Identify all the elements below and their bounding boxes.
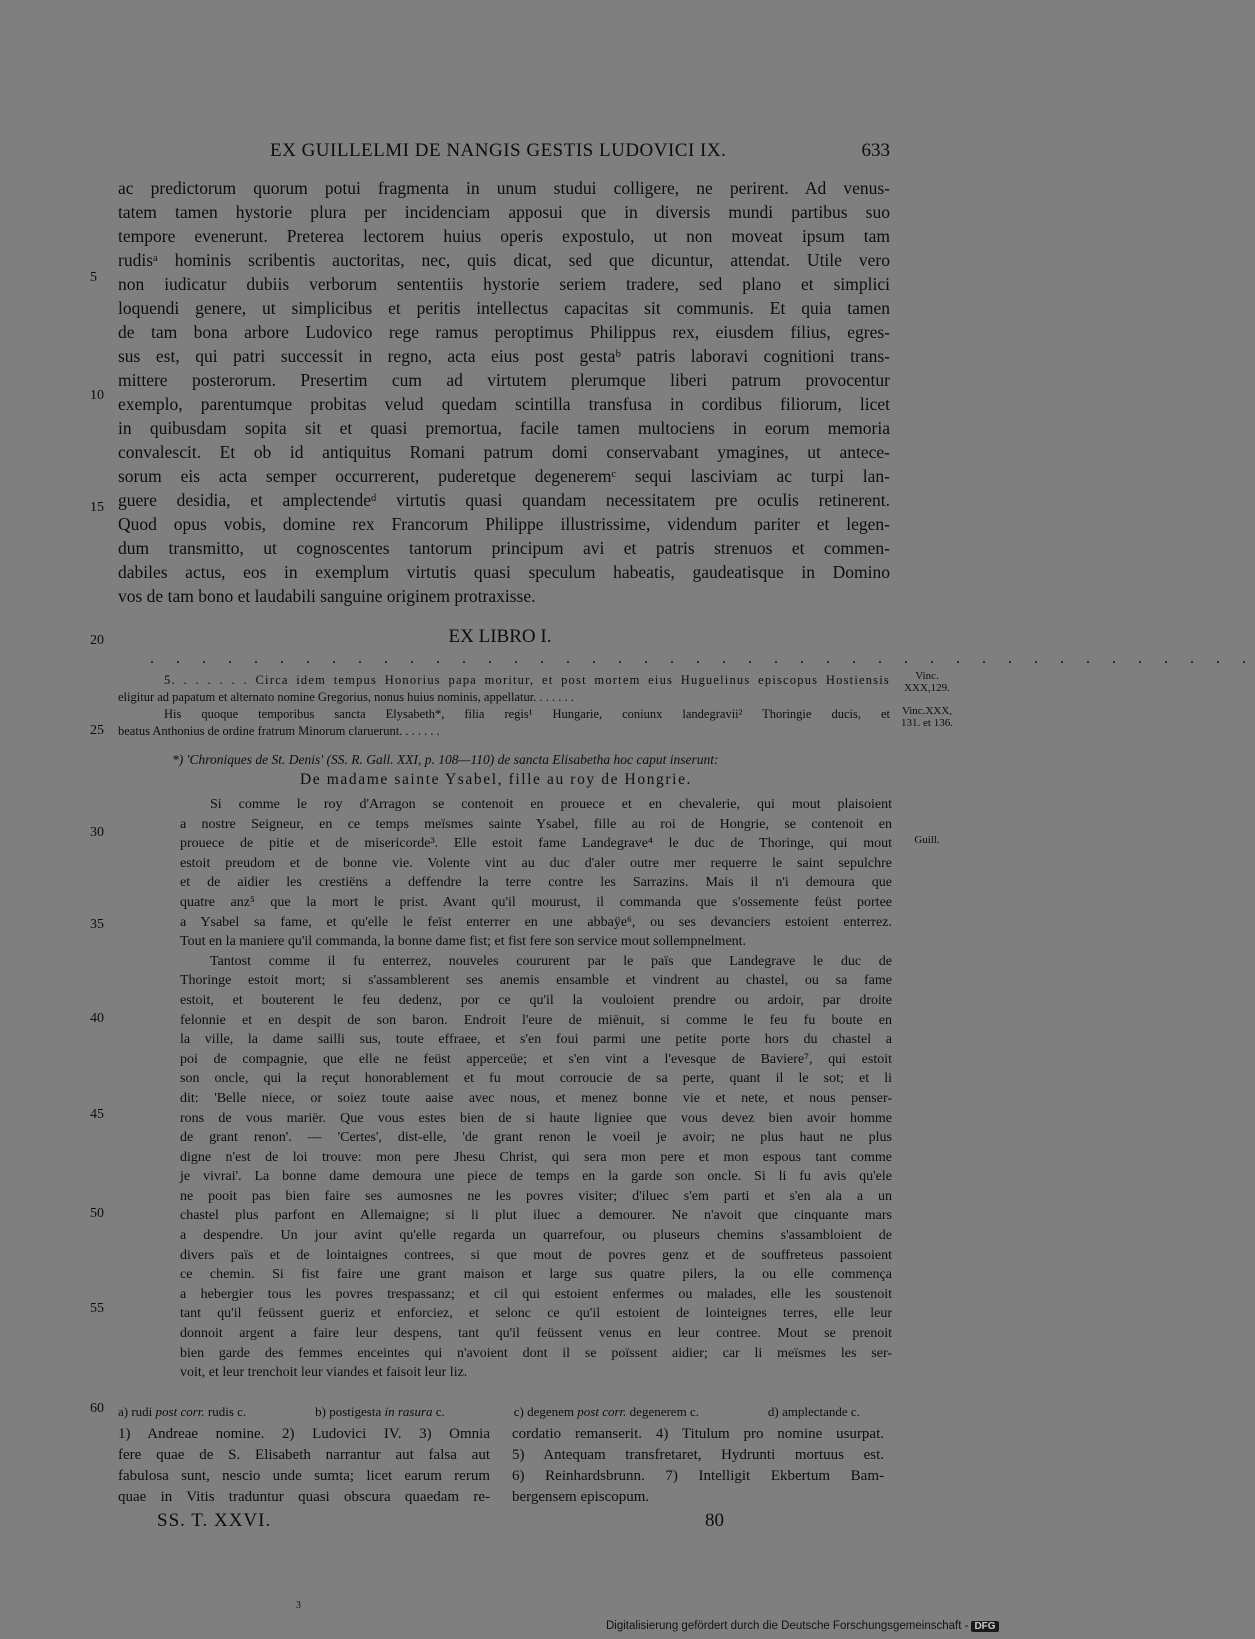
french-text-line: donnoit argent a faire leur despens, tant qu'il feüssent venus en leur contree. Mout se prenoit bbox=[180, 1326, 892, 1342]
french-chapter-title: De madame sainte Ysabel, fille au roy de Hongrie. bbox=[300, 771, 693, 788]
french-text-line: Thoringe estoit mort; si s'assamblerent ses anemis ensamble et vindrent au chastel, ou sa fame bbox=[180, 973, 892, 989]
running-header bbox=[100, 136, 890, 166]
excerpt-line: 5. . . . . . . Circa idem tempus Honorius papa moritur, et post mortem eius Huguelinus episcopus Hostiensis bbox=[164, 673, 890, 687]
footnotes-left-line: fabulosa sunt, nescio unde sumta; licet earum rerum bbox=[118, 1468, 490, 1484]
main-text-line: ac predictorum quorum potui fragmenta in unum studui colligere, ne perirent. Ad venus- bbox=[118, 178, 890, 198]
french-text-line: poi de compagnie, que elle ne feüst apperceüe; et s'en vint a l'evesque de Baviere⁷, qui estoit bbox=[180, 1051, 892, 1067]
footnotes-right-line: 5) Antequam transfretaret, Hydrunti mortuus est. bbox=[512, 1447, 884, 1463]
textual-note: b) postigesta in rasura c. bbox=[315, 1404, 445, 1419]
excerpt-text bbox=[118, 672, 890, 740]
french-text-line: Si comme le roy d'Arragon se contenoit en prouece et en chevalerie, qui mout plaisoient bbox=[210, 797, 892, 812]
footnotes-left-line: 1) Andreae nomine. 2) Ludovici IV. 3) Omnia bbox=[118, 1426, 490, 1442]
french-text bbox=[180, 795, 892, 1383]
margin-note-vinc-1: Vinc. XXX,129. bbox=[904, 670, 950, 694]
french-text-line: quatre anz⁵ que la mort le prist. Avant qu'il mourust, il commanda que s'ossemente feüst portee bbox=[180, 894, 892, 910]
running-title: EX GUILLELMI DE NANGIS GESTIS LUDOVICI IX. bbox=[270, 140, 727, 161]
french-text-line: de grant renon'. — 'Certes', dist-elle, 'de grant renon le voeil je avoir; ne plus haut ne plus bbox=[180, 1130, 892, 1146]
french-text-line: la ville, la dame sailli sus, toute effraee, et s'en foui parmi une petite porte hors du chastel a bbox=[180, 1032, 892, 1048]
line-number: 40 bbox=[90, 1011, 104, 1026]
french-text-line: dit: 'Belle niece, or soiez toute aaise avec nous, et menez bonne vie et nete, et nous penser- bbox=[180, 1090, 892, 1106]
excerpt-line: His quoque temporibus sancta Elysabeth*, filia regis¹ Hungarie, coniunx landegravii² Thoringie ducis, et bbox=[164, 707, 890, 721]
main-text-line: mittere posterorum. Presertim cum ad virtutem plerumque liberi patrum provocentur bbox=[118, 370, 890, 390]
main-text-line: guere desidia, et amplectendeᵈ virtutis quasi quandam necessitatem pre oculis retinerent. bbox=[118, 490, 890, 510]
french-text-line: son oncle, qui la reçut honorablement et fu mout corroucie de sa perte, quant il le sot; et li bbox=[180, 1071, 892, 1087]
french-text-line: a hebergier tous les povres trespassanz; et cil qui estoient enfermes ou malades, elle les soustenoit bbox=[180, 1286, 892, 1302]
line-number: 30 bbox=[90, 825, 104, 840]
margin-note-guill: Guill. bbox=[914, 834, 940, 846]
french-text-line: voit, et leur trenchoit leur viandes et faisoit leur liz. bbox=[180, 1365, 468, 1381]
french-text-line: rons de vous mariër. Que vous estes bien de si haute ligniee que vous devez bien avoir homme bbox=[180, 1110, 892, 1126]
main-text-line: convalescit. Et ob id antiquitus Romani patrum domi conservabant ymagines, ut antece- bbox=[118, 442, 890, 462]
main-text-line: tatem tamen hystorie plura per incidenciam apposui que in diversis mundi partibus suo bbox=[118, 202, 890, 222]
french-text-line: estoit preudom et de bonne vie. Volente vint au duc d'aler outre mer requerre le saint sepulchre bbox=[180, 855, 892, 871]
main-text-line: non iudicatur dubiis verborum sententiis hystorie seriem tradere, sed plano et simplici bbox=[118, 274, 890, 294]
french-text-line: chastel plus parfont en Allemaigne; si li plut iluec a demourer. Ne n'avoit que cinquante mars bbox=[180, 1208, 892, 1224]
french-text-line: a Ysabel sa fame, et qu'elle le feïst enterrer en une abbaÿe⁶, ou ses devanciers estoient enterrez. bbox=[180, 914, 892, 930]
line-number: 10 bbox=[90, 388, 104, 403]
line-number: 60 bbox=[90, 1401, 104, 1416]
french-intro-note: *) 'Chroniques de St. Denis' (SS. R. Gall. XXI, p. 108—110) de sancta Elisabetha hoc caput inserunt: bbox=[172, 752, 719, 767]
line-number: 15 bbox=[90, 500, 104, 515]
french-text-line: a despendre. Un jour avint qu'elle regarda un quarrefour, ou pluseurs chemins s'assambloient de bbox=[180, 1228, 892, 1244]
french-text-line: a nostre Seigneur, en ce temps meïsmes sainte Ysabel, fille au roi de Hongrie, se contenoit en bbox=[180, 816, 892, 832]
dfg-credit-text: Digitalisierung gefördert durch die Deutsche Forschungsgemeinschaft - bbox=[606, 1620, 969, 1632]
footnotes-right-line: bergensem episcopum. bbox=[512, 1489, 650, 1505]
french-text-line: prouece de pitie et de misericorde³. Elle estoit fame Landegrave⁴ le duc de Thoringe, qui mout bbox=[180, 836, 892, 852]
footnotes-right-line: 6) Reinhardsbrunn. 7) Intelligit Ekbertum Bam- bbox=[512, 1468, 884, 1484]
footnotes-left-line: fere quae de S. Elisabeth narrantur aut falsa aut bbox=[118, 1447, 490, 1463]
main-text-line: in quibusdam sopita sit et quasi premortua, facile tamen multociens in eorum memoria bbox=[118, 418, 890, 438]
main-text-line: rudisᵃ hominis scribentis auctoritas, nec, quis dicat, sed que dicuntur, attendat. Utile vero bbox=[118, 250, 890, 270]
french-text-line: ce chemin. Si fist faire une grant maison et large sus quatre pilers, la ou elle commença bbox=[180, 1267, 892, 1283]
main-text-line: sus est, qui patri successit in regno, acta eius post gestaᵇ patris laboravi cognitioni trans- bbox=[118, 346, 890, 366]
french-text-line: felonnie et en despit de son baron. Endroit l'eure de miënuit, si comme le feu fu boute en bbox=[180, 1012, 892, 1028]
margin-note-vinc-2: Vinc.XXX, 131. et 136. bbox=[901, 705, 953, 729]
textual-note: d) amplectande c. bbox=[767, 1404, 860, 1419]
french-text-line: Tout en la maniere qu'il commanda, la bonne dame fist; et fist fere son service mout sollempnelment. bbox=[180, 934, 747, 950]
main-text-line: sorum eis acta semper occurrerent, puderetque degeneremᶜ sequi lasciviam ac turpi lan- bbox=[118, 466, 890, 486]
french-text-line: et de aidier les crestiëns a deffendre la terre contre les Sarrazins. Mais il n'i demoura que bbox=[180, 875, 892, 891]
main-text-line: dabiles actus, eos in exemplum virtutis quasi speculum habeatis, gaudeatisque in Domino bbox=[118, 562, 890, 582]
line-number: 20 bbox=[90, 633, 104, 648]
printer-mark: 3 bbox=[296, 1600, 301, 1611]
section-heading: EX LIBRO I. bbox=[448, 626, 552, 647]
textual-notes bbox=[118, 1404, 890, 1420]
excerpt-line: beatus Anthonius de ordine fratrum Minorum claruerunt. . . . . . . bbox=[118, 724, 440, 738]
french-text-line: divers païs et de lointaignes contrees, si que mout de povres genz et de souffreteus passoient bbox=[180, 1247, 892, 1263]
line-number: 45 bbox=[90, 1107, 104, 1122]
ellipsis-row: . . . . . . . . . . . . . . . . . . . . . . . . . . . . . . . . . . . . . . . . . . . bbox=[150, 650, 1255, 667]
french-text-line: ne pooit pas bien faire ses aumosnes ne les povres visiter; d'iluec s'em parti et s'en ala a un bbox=[180, 1188, 892, 1204]
main-text-line: de tam bona arbore Ludovico rege ramus peroptimus Philippus rex, eiusdem filius, egres- bbox=[118, 322, 890, 342]
excerpt-line: eligitur ad papatum et alternato nomine Gregorius, nonus huius nominis, appellatur. . . . . . . bbox=[118, 690, 574, 704]
textual-note: a) rudi post corr. rudis c. bbox=[118, 1404, 247, 1419]
main-text-line: dum transmitto, ut cognoscentes tantorum principum avi et patris strenuos et commen- bbox=[118, 538, 890, 558]
dfg-credit bbox=[606, 1620, 999, 1632]
line-number: 25 bbox=[90, 723, 104, 738]
main-text-line: vos de tam bono et laudabili sanguine originem protraxisse. bbox=[118, 586, 536, 606]
main-text-line: loquendi genere, ut simplicibus et peritis intellectus capacitas sit communis. Et quia tamen bbox=[118, 298, 890, 318]
french-text-line: Tantost comme il fu enterrez, nouveles coururent par le païs que Landegrave le duc de bbox=[210, 953, 892, 969]
french-text-line: estoit, et bouterent le feu dedenz, por ce qu'il la vouloient prendre ou ardoir, par droite bbox=[180, 992, 892, 1008]
line-number: 35 bbox=[90, 917, 104, 932]
line-number: 55 bbox=[90, 1301, 104, 1316]
french-text-line: tant qu'il feüssent gueriz et enforciez, et selonc ce qu'il estoient de lointeignes terres, elle leur bbox=[180, 1306, 892, 1322]
main-latin-text bbox=[118, 176, 890, 608]
dfg-logo: DFG bbox=[971, 1621, 998, 1632]
footnotes-right-line: cordatio remanserit. 4) Titulum pro nomine usurpat. bbox=[512, 1426, 884, 1442]
main-text-line: exemplo, parentumque probitas velud quedam scintilla transfusa in cordibus filiorum, licet bbox=[118, 394, 890, 414]
sheet-number: 80 bbox=[705, 1510, 724, 1531]
sheet-signature: SS. T. XXVI. bbox=[157, 1510, 272, 1531]
footnotes-right-column bbox=[512, 1424, 884, 1508]
footnotes-left-line: quae in Vitis traduntur quasi obscura quaedam re- bbox=[118, 1489, 490, 1505]
page-number: 633 bbox=[861, 140, 890, 161]
textual-note: c) degenem post corr. degenerem c. bbox=[513, 1404, 699, 1419]
line-number: 5 bbox=[90, 270, 97, 285]
french-text-line: digne n'est de loi trouve: mon pere Jhesu Christ, qui sera mon pere et mon espous tant comme bbox=[180, 1149, 892, 1165]
main-text-line: Quod opus vobis, domine rex Francorum Philippe illustrissime, videndum pariter et legen- bbox=[118, 514, 890, 534]
line-number: 50 bbox=[90, 1206, 104, 1221]
footnotes-left-column bbox=[118, 1424, 490, 1508]
french-text-line: bien garde des femmes enceintes qui n'avoient dont il se poïssent aidier; car li meïsmes les ser- bbox=[180, 1345, 892, 1361]
french-text-line: je vivrai'. La bonne dame demoura une piece de temps en la garde son oncle. Si li fu avis qu'ele bbox=[180, 1169, 892, 1185]
main-text-line: tempore evenerunt. Preterea lectorem huius operis expostulo, ut non moveat ipsum tam bbox=[118, 226, 890, 246]
